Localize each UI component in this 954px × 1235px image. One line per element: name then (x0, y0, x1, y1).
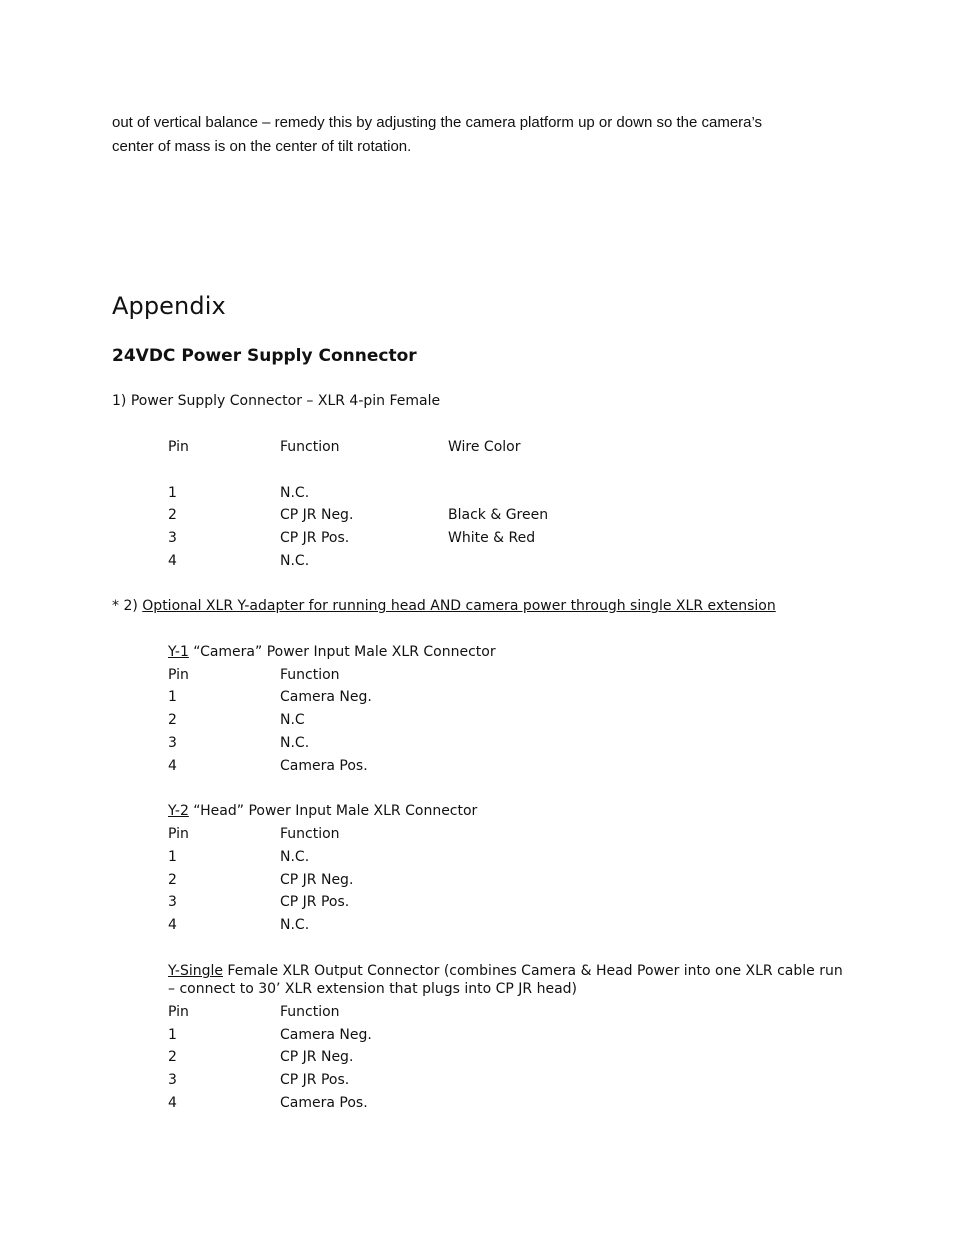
connector1-row-function: N.C. (280, 553, 310, 569)
y1-row-function: Camera Pos. (280, 758, 368, 774)
ysingle-header-function: Function (280, 1004, 340, 1020)
y2-row-function: CP JR Pos. (280, 894, 350, 910)
section-title: 24VDC Power Supply Connector (112, 346, 417, 366)
y1-header-function: Function (280, 667, 340, 683)
ysingle-row-pin: 1 (168, 1027, 177, 1043)
connector1-row-pin: 1 (168, 485, 177, 501)
connector1-header-function: Function (280, 439, 340, 455)
connector1-row-pin: 4 (168, 553, 177, 569)
ysingle-row-pin: 4 (168, 1095, 177, 1111)
ysingle-row-function: CP JR Neg. (280, 1049, 354, 1065)
ysingle-title-line (168, 962, 843, 980)
ysingle-label: Y-Single (168, 963, 223, 979)
y2-row-pin: 2 (168, 872, 177, 888)
y2-title: “Head” Power Input Male XLR Connector (188, 803, 478, 819)
connector1-header-wire: Wire Color (448, 439, 521, 455)
ysingle-row-function: CP JR Pos. (280, 1072, 350, 1088)
connector1-row-function: N.C. (280, 485, 310, 501)
y1-label: Y-1 (168, 644, 189, 660)
connector1-header-pin: Pin (168, 439, 189, 455)
intro-line-2: center of mass is on the center of tilt rotation. (112, 138, 412, 155)
y1-title: “Camera” Power Input Male XLR Connector (188, 644, 496, 660)
y2-row-function: N.C. (280, 917, 310, 933)
y2-title-line (168, 802, 477, 820)
ysingle-row-pin: 2 (168, 1049, 177, 1065)
ysingle-title: Female XLR Output Connector (combines Camera & Head Power into one XLR cable run (222, 963, 843, 979)
y1-row-function: N.C (280, 712, 305, 728)
y1-header-pin: Pin (168, 667, 189, 683)
y1-row-function: Camera Neg. (280, 689, 372, 705)
connector1-row-wire: Black & Green (448, 507, 549, 523)
y1-row-pin: 3 (168, 735, 177, 751)
y2-row-function: CP JR Neg. (280, 872, 354, 888)
y1-row-pin: 1 (168, 689, 177, 705)
y1-row-pin: 4 (168, 758, 177, 774)
ysingle-row-pin: 3 (168, 1072, 177, 1088)
y2-label: Y-2 (168, 803, 189, 819)
y1-title-line (168, 643, 496, 661)
y2-row-pin: 4 (168, 917, 177, 933)
y1-row-function: N.C. (280, 735, 310, 751)
y2-row-function: N.C. (280, 849, 310, 865)
connector1-heading: 1) Power Supply Connector – XLR 4-pin Female (112, 393, 441, 409)
ysingle-title-line-2: – connect to 30’ XLR extension that plugs into CP JR head) (168, 981, 578, 997)
connector1-row-wire: White & Red (448, 530, 536, 546)
y1-row-pin: 2 (168, 712, 177, 728)
intro-line-1: out of vertical balance – remedy this by adjusting the camera platform up or down so the camera’s (112, 114, 763, 131)
ysingle-row-function: Camera Pos. (280, 1095, 368, 1111)
appendix-title: Appendix (112, 292, 226, 320)
y2-row-pin: 1 (168, 849, 177, 865)
ysingle-row-function: Camera Neg. (280, 1027, 372, 1043)
connector1-row-pin: 3 (168, 530, 177, 546)
ysingle-header-pin: Pin (168, 1004, 189, 1020)
y2-row-pin: 3 (168, 894, 177, 910)
y2-header-pin: Pin (168, 826, 189, 842)
connector1-row-function: CP JR Neg. (280, 507, 354, 523)
y2-header-function: Function (280, 826, 340, 842)
connector1-row-pin: 2 (168, 507, 177, 523)
connector2-prefix: * 2) (112, 598, 143, 614)
connector1-row-function: CP JR Pos. (280, 530, 350, 546)
connector2-heading: Optional XLR Y-adapter for running head AND camera power through single XLR extension (142, 598, 776, 614)
connector2-heading-line (112, 597, 776, 615)
